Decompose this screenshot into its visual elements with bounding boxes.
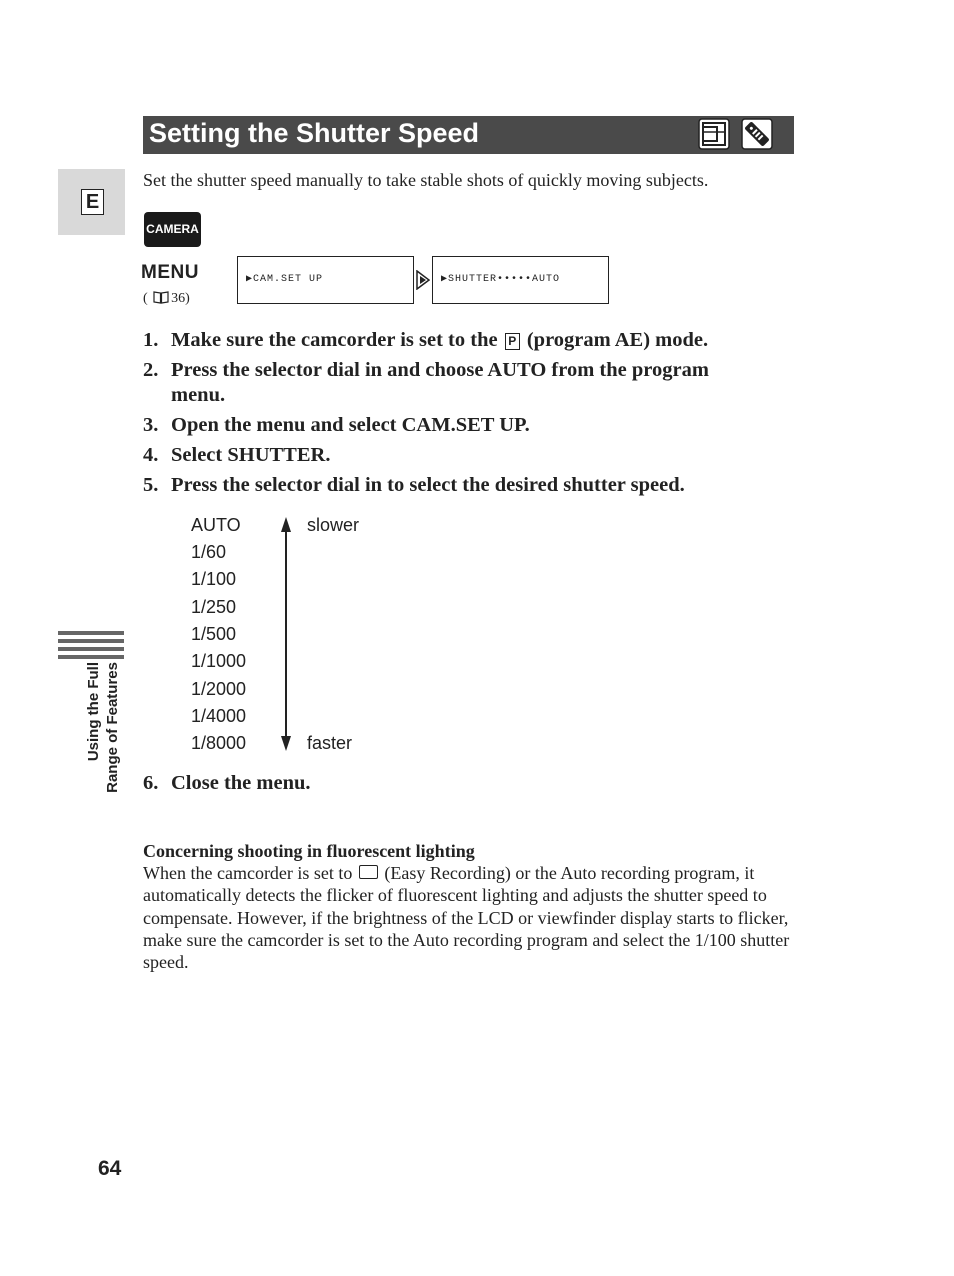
shutter-speed-item: 1/4000 [191, 706, 247, 726]
step-number: 3. [143, 414, 159, 436]
menu-screen-camsetup: ▶CAM.SET UP [237, 256, 414, 304]
note-body [143, 862, 793, 973]
shutter-speed-item: 1/100 [191, 569, 237, 589]
section-label-line: Range of Features [104, 662, 121, 793]
step-number: 1. [143, 329, 159, 351]
program-ae-icon: P [505, 333, 520, 350]
shutter-speed-item: AUTO [191, 515, 241, 535]
step-text: Make sure the camcorder is set to the [171, 329, 498, 351]
shutter-speed-item: 1/500 [191, 624, 237, 644]
language-letter: E [81, 189, 104, 215]
section-label-line: Using the Full [85, 662, 102, 762]
shutter-speed-item: 1/8000 [191, 733, 247, 753]
step-item [143, 328, 763, 353]
step-text: Press the selector dial in to select the desired shutter speed. [171, 474, 685, 496]
step-item [143, 771, 311, 796]
intro-text: Set the shutter speed manually to take stable shots of quickly moving subjects. [143, 170, 709, 190]
step-text: (program AE) mode. [526, 329, 709, 351]
camera-mode-badge: CAMERA [144, 212, 201, 247]
shutter-speed-item: 1/2000 [191, 679, 247, 699]
step-text: Select SHUTTER. [171, 444, 331, 466]
menu-label: MENU [141, 262, 199, 283]
section-label [84, 662, 122, 822]
step-number: 6. [143, 772, 159, 794]
arrow-right-icon [416, 270, 430, 290]
shutter-speed-item: 1/250 [191, 597, 237, 617]
page-number: 64 [98, 1157, 122, 1180]
double-arrow-icon [279, 516, 293, 752]
tape-cassette-icon [698, 118, 730, 150]
step-text: Open the menu and select CAM.SET UP. [171, 414, 530, 436]
step-item [143, 413, 763, 438]
section-bars-decoration [58, 631, 124, 661]
book-icon [153, 291, 169, 304]
note-text: When the camcorder is set to [143, 863, 353, 883]
menu-page-reference: ( 36) [143, 291, 190, 306]
step-number: 5. [143, 474, 159, 496]
step-item [143, 473, 763, 498]
step-number: 2. [143, 359, 159, 381]
step-text: Press the selector dial in and choose AUTO from the program menu. [171, 359, 709, 406]
faster-label: faster [307, 733, 353, 753]
slower-label: slower [307, 515, 360, 535]
step-text: Close the menu. [171, 772, 311, 794]
menu-screen-shutter: ▶SHUTTER•••••AUTO [432, 256, 609, 304]
steps-list [143, 328, 763, 503]
remote-control-icon [741, 118, 773, 150]
shutter-speed-item: 1/60 [191, 542, 227, 562]
language-tab [58, 169, 125, 235]
page-title: Setting the Shutter Speed [149, 118, 480, 148]
note-text: (Easy Recording) or the Auto recording program, it automatically detects the flicker of fluorescent lighting and adjusts the shutter speed to compensate. However, if the brightness of the LCD or viewfinder display starts to flicker, make sure the camcorder is set to the Auto recording program and select the 1/100 shutter speed. [143, 863, 790, 973]
note-heading: Concerning shooting in fluorescent lighting [143, 841, 475, 861]
easy-recording-icon [359, 865, 378, 879]
shutter-speed-item: 1/1000 [191, 651, 247, 671]
title-bar [143, 116, 794, 154]
step-item [143, 358, 763, 408]
step-number: 4. [143, 444, 159, 466]
step-item [143, 443, 763, 468]
menu-ref-number: 36 [171, 291, 186, 306]
